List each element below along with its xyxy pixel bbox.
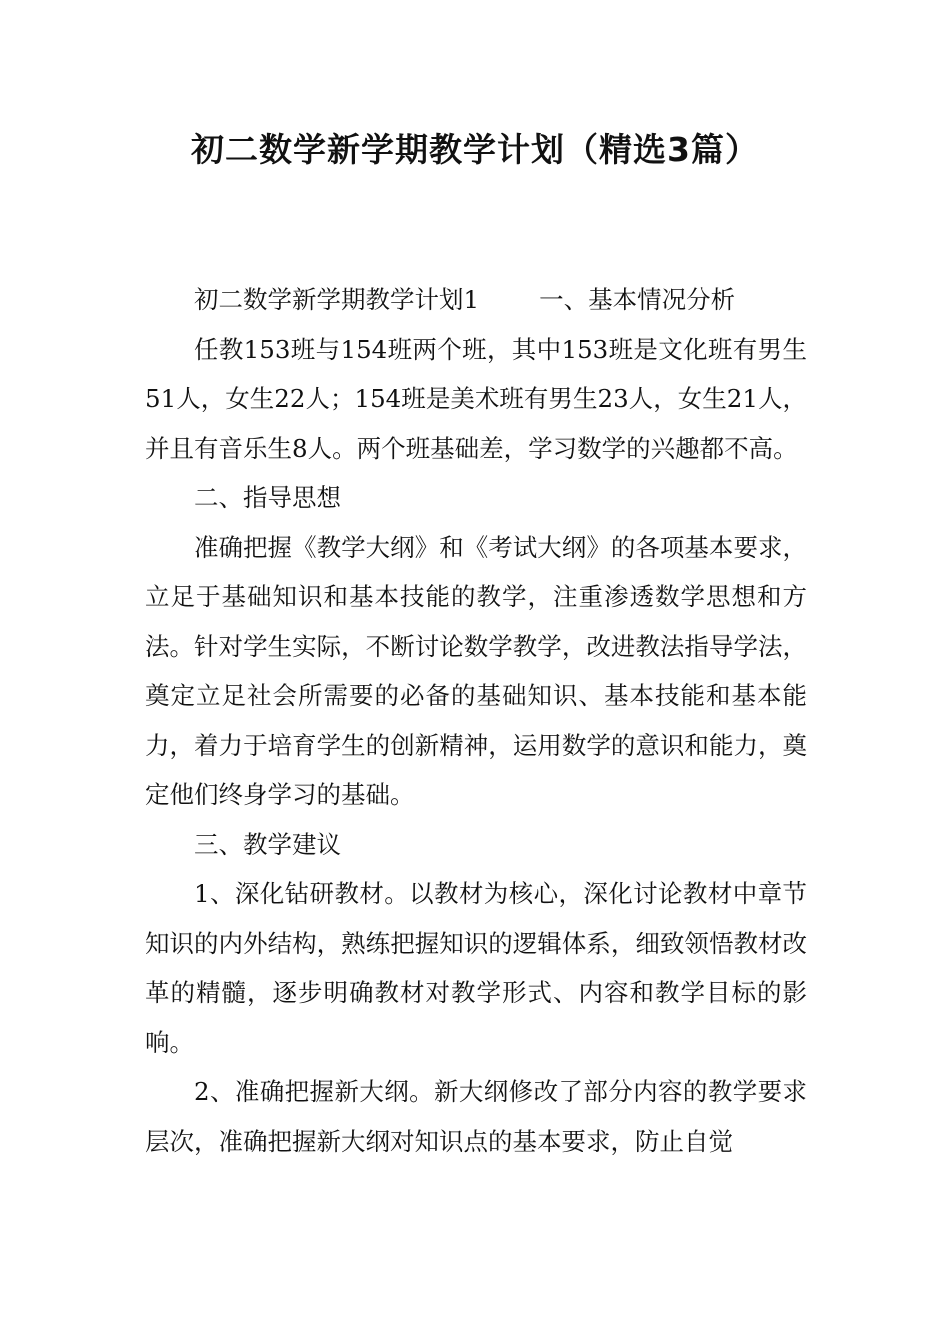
paragraph-suggestion-2: 2、准确把握新大纲。新大纲修改了部分内容的教学要求层次，准确把握新大纲对知识点的基本要求，防止自觉 <box>145 1077 807 1156</box>
document-body <box>145 275 807 1166</box>
plan-label: 初二数学新学期教学计划1 <box>194 285 480 314</box>
section-heading-teaching-suggestions: 三、教学建议 <box>194 829 341 859</box>
paragraph-class-situation: 任教153班与154班两个班，其中153班是文化班有男生51人，女生22人；154班是美术班有男生23人，女生21人，并且有音乐生8人。两个班基础差，学习数学的兴趣都不高。 <box>145 334 807 463</box>
paragraph-suggestion-1: 1、深化钻研教材。以教材为核心，深化讨论教材中章节知识的内外结构，熟练把握知识的逻辑体系，细致领悟教材改革的精髓，逐步明确教材对教学形式、内容和教学目标的影响。 <box>145 879 807 1057</box>
document-title: 初二数学新学期教学计划（精选3篇） <box>191 130 759 169</box>
section-heading-basic-situation: 一、基本情况分析 <box>539 285 736 314</box>
paragraph-guiding-thought: 准确把握《教学大纲》和《考试大纲》的各项基本要求，立足于基础知识和基本技能的教学，注重渗透数学思想和方法。针对学生实际，不断讨论数学教学，改进教法指导学法，奠定立足社会所需要的必备的基础知识、基本技能和基本能力，着力于培育学生的创新精神，运用数学的意识和能力，奠定他们终身学习的基础。 <box>145 532 807 809</box>
section-heading-guiding-thought: 二、指导思想 <box>194 483 341 512</box>
intro-line <box>145 275 807 325</box>
